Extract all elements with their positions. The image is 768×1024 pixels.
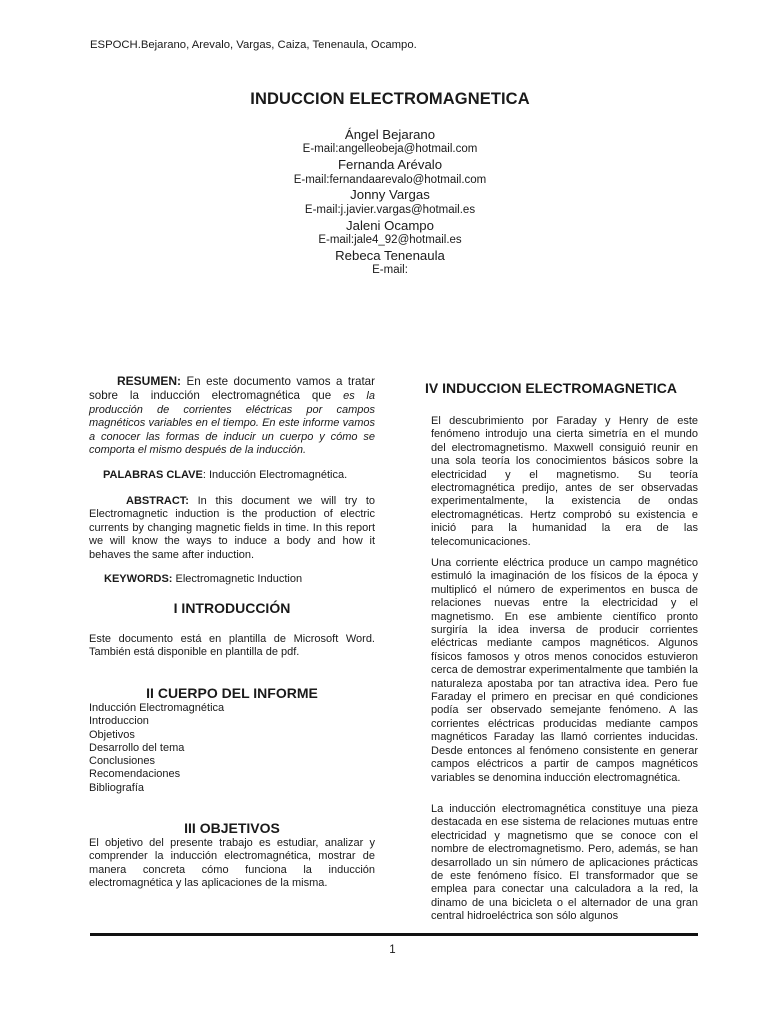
document-title: INDUCCION ELECTROMAGNETICA	[250, 90, 530, 108]
resumen-label: RESUMEN:	[117, 374, 182, 388]
keywords-text: Electromagnetic Induction	[172, 573, 303, 585]
section-heading-introduccion: I INTRODUCCIÓN	[173, 600, 291, 616]
author-email: E-mail:fernandaarevalo@hotmail.com	[293, 173, 487, 186]
resumen-text: En este documento vamos a tratar sobre la inducción electromagnética que	[89, 375, 375, 403]
author-email: E-mail:angelleobeja@hotmail.com	[302, 143, 478, 156]
author-name: Jaleni Ocampo	[346, 217, 434, 233]
keywords-line	[104, 573, 375, 586]
palabras-clave-label: PALABRAS CLAVE	[103, 469, 203, 481]
list-item: Inducción Electromagnética	[89, 702, 225, 714]
keywords-label: KEYWORDS:	[104, 573, 173, 585]
section-heading-objetivos: III OBJETIVOS	[184, 820, 280, 836]
section-heading-induccion: IV INDUCCION ELECTROMAGNETICA	[425, 380, 677, 396]
list-item: Recomendaciones	[89, 768, 181, 781]
induccion-paragraph-1: El descubrimiento por Faraday y Henry de este fenómeno introdujo una cierta simetría en el mundo del electromagnetismo. Maxwell consiguió reunir en una sola teoría los conocimientos básicos sobre la electricidad y el magnetismo. Su teoría electromagnética predijo, antes de ser observadas experimentalmente, la existencia de ondas electromagnéticas. Hertz comprobó su existencia e inició para la humanidad la era de las telecomunicaciones.	[431, 415, 698, 548]
author-email: E-mail:jale4_92@hotmail.es	[318, 234, 462, 247]
introduccion-text: Este documento está en plantilla de Microsoft Word. También está disponible en plantilla de pdf.	[89, 633, 375, 659]
cuerpo-list	[89, 702, 375, 795]
author-email: E-mail:	[372, 264, 408, 277]
author-name: Ángel Bejarano	[344, 127, 436, 142]
page-number: 1	[389, 944, 396, 956]
objetivos-text: El objetivo del presente trabajo es estudiar, analizar y comprender la inducción electromagnética, mostrar de manera concreta cómo funciona la inducción electromagnética y las aplicaciones de la misma.	[89, 837, 375, 890]
resumen-italic-text: es la producción de corrientes eléctricas por campos magnéticos variables en el tiempo. En este informe vamos a conocer las formas de inducir un cuerpo y cómo se comporta el mismo después de la inducción.	[89, 390, 375, 457]
author-email: E-mail:j.javier.vargas@hotmail.es	[304, 203, 476, 216]
list-item: Bibliografía	[89, 781, 145, 794]
author-name: Jonny Vargas	[350, 187, 430, 203]
author-name: Rebeca Tenenaula	[335, 247, 445, 263]
section-heading-cuerpo: II CUERPO DEL INFORME	[146, 685, 318, 701]
author-name: Fernanda Arévalo	[337, 157, 443, 173]
palabras-clave-text: : Inducción Electromagnética.	[202, 469, 348, 481]
palabras-clave-line	[103, 469, 375, 482]
list-item: Objetivos	[89, 728, 135, 741]
induccion-paragraph-3: La inducción electromagnética constituye una pieza destacada en ese sistema de relaciones mutuas entre electricidad y magnetismo que se conoce con el nombre de electromagnetismo. Pero, además, se han desarrollado un sin número de aplicaciones prácticas de este fenómeno físico. El transformador que se emplea para conectar una calculadora a la red, la dinamo de una bicicleta o el alternador de una gran central hidroeléctrica son sólo algunos	[431, 803, 698, 923]
list-item: Desarrollo del tema	[89, 741, 185, 754]
list-item: Introduccion	[89, 715, 149, 728]
abstract-text: In this document we will try to Electromagnetic induction is the production of electric currents by changing magnetic fields in time. In this report we will know the ways to induce a body and how it behaves the same after induction.	[89, 495, 375, 561]
author-block	[0, 127, 768, 278]
running-header: ESPOCH.Bejarano, Arevalo, Vargas, Caiza, Tenenaula, Ocampo.	[90, 39, 417, 51]
list-item: Conclusiones	[89, 755, 156, 768]
resumen-paragraph	[89, 375, 375, 457]
footer-rule	[90, 933, 698, 936]
abstract-paragraph	[89, 495, 375, 562]
induccion-paragraph-2: Una corriente eléctrica produce un campo magnético estimuló la imaginación de los físicos de la época y multiplicó el número de experimentos en busca de relaciones nuevas entre la electricidad y el magnetismo. En ese ambiente científico pronto surgiría la idea inversa de producir corrientes eléctricas mediante campos magnéticos. Algunos físicos famosos y otros menos conocidos estuvieron cerca de demostrar experimentalmente que también la naturaleza apostaba por tan atractiva idea. Pero fue Faraday el primero en precisar en qué condiciones podía ser observado semejante fenómeno. A las corrientes eléctricas producidas mediante campos magnéticos Faraday las llamó corrientes inducidas. Desde entonces al fenómeno consistente en generar campos eléctricos a partir de campos magnéticos variables se denomina inducción electromagnética.	[431, 557, 698, 784]
abstract-label: ABSTRACT:	[126, 495, 189, 507]
